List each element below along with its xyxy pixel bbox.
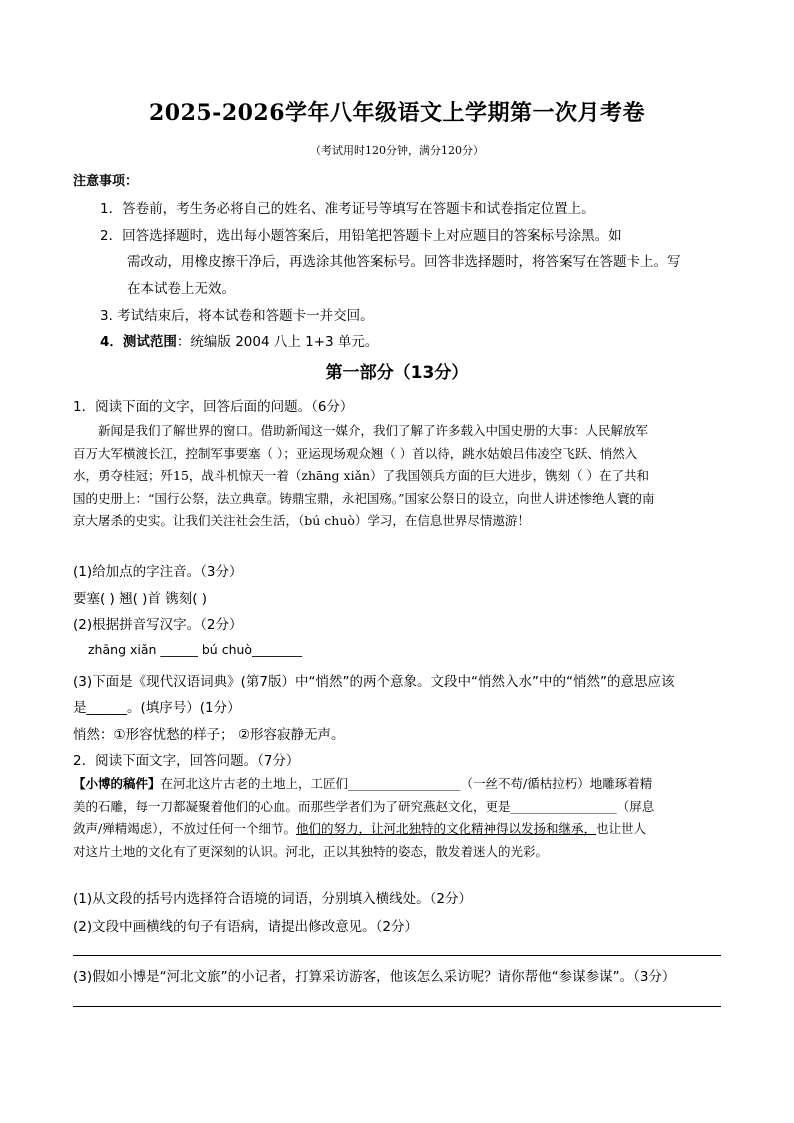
q1-sub2-items: zhāng xiǎn ______ bú chuò________ <box>88 642 303 657</box>
notice-title: 注意事项： <box>73 174 139 189</box>
q1-passage-line: 百万大军横渡长江，控制军事要塞（ ）；亚运现场观众翘（ ）首以待，跳水姑娘吕伟凌空飞跃、悄然入 <box>73 445 638 461</box>
q2-sub3: (3)假如小博是“河北文旅”的小记者，打算采访游客，他该怎么采访呢？请你帮他“参谋参谋”。（3分） <box>73 969 676 985</box>
exam-title: 2025-2026学年八年级语文上学期第一次月考卷 <box>148 100 646 126</box>
q2-passage-line: 对这片土地的文化有了更深刻的认识。河北，正以其独特的姿态，散发着迷人的光彩。 <box>73 843 549 859</box>
q1-sub1: (1)给加点的字注音。（3分） <box>73 564 243 580</box>
q2-stem: 2．阅读下面文字，回答问题。（7分） <box>73 753 300 769</box>
q1-sub3-line-2: 是______。(填序号）(1分） <box>73 700 241 716</box>
q2-sub2: (2)文段中画横线的句子有语病，请提出修改意见。（2分） <box>73 919 418 935</box>
q1-stem: 1．阅读下面的文字，回答后面的问题。（6分） <box>73 399 354 415</box>
notice-item-4-label: 4．测试范围 <box>100 334 177 350</box>
q2-passage <box>73 773 721 863</box>
q2-passage-line: 美的石雕，每一刀都凝聚着他们的心血。而那些学者们为了研究燕赵文化，更是_________________（屏息 <box>73 798 655 814</box>
notice-item-2-line-2: 需改动，用橡皮擦干净后，再选涂其他答案标号。回答非选择题时，将答案写在答题卡上。写 <box>127 254 681 270</box>
exam-subtitle: （考试用时120分钟，满分120分） <box>310 144 484 157</box>
q2-tag: 【小博的稿件】 <box>73 776 161 791</box>
notice-item-2-line-1: 2．回答选择题时，选出每小题答案后，用铅笔把答题卡上对应题目的答案标号涂黑。如 <box>100 228 622 244</box>
notice-item-4-text: ：统编版 2004 八上 1+3 单元。 <box>176 334 379 350</box>
notice-item-3: 3. 考试结束后，将本试卷和答题卡一并交回。 <box>100 308 374 324</box>
q2-passage-line <box>73 773 721 796</box>
q1-passage-line: 水，勇夺桂冠；歼15，战斗机惊天一着（zhāng xiǎn）了我国领兵方面的巨大进步，镌刻（ ）在了共和 <box>73 468 650 483</box>
q1-passage-line: 国的史册上：“国行公祭，法立典章。铸鼎宝鼎，永祀国殇。”国家公祭日的设立，向世人讲述惨绝人寰的南 <box>73 490 655 506</box>
q2-underlined-sentence: 他们的努力，让河北独特的文化精神得以发扬和继承， <box>295 821 596 836</box>
notice-item-1: 1．答卷前，考生务必将自己的姓名、准考证号等填写在答题卡和试卷指定位置上。 <box>100 201 595 217</box>
q2-passage-text: 在河北这片古老的土地上，工匠们__________________（一丝不苟/循枯拉朽）地雕琢着精 <box>160 776 653 791</box>
q1-passage-line: 新闻是我们了解世界的窗口。借助新闻这一媒介，我们了解了许多载入中国史册的大事：人民解放军 <box>98 423 649 438</box>
q1-passage <box>73 420 721 533</box>
q1-sub2: (2)根据拼音写汉字。（2分） <box>73 617 243 633</box>
q2-sub1: (1)从文段的括号内选择符合语境的词语，分别填入横线处。（2分） <box>73 891 472 907</box>
q2-passage-text: 敛声/殚精竭虑），不放过任何一个细节。 <box>73 821 296 836</box>
q1-passage-line: 京大屠杀的史实。让我们关注社会生活，（bú chuò）学习，在信息世界尽情遨游！ <box>73 513 530 528</box>
answer-line <box>73 955 721 956</box>
notice-item-2-line-3: 在本试卷上无效。 <box>127 281 235 297</box>
section-heading: 第一部分（13分） <box>325 363 469 383</box>
answer-line <box>73 1006 721 1007</box>
q2-passage-line <box>73 818 721 841</box>
q2-passage-text: 也让世人 <box>595 821 646 836</box>
q1-sub3-options: 悄然：①形容忧愁的样子； ②形容寂静无声。 <box>73 727 345 743</box>
q1-sub3-line-1: (3)下面是《现代汉语词典》(第7版）中“悄然”的两个意象。文段中“悄然入水”中的“悄然”的意思应该 <box>73 674 675 690</box>
q1-sub1-items: 要塞( ) 翘( )首 镌刻( ) <box>73 591 208 607</box>
notice-item-4 <box>100 330 378 350</box>
